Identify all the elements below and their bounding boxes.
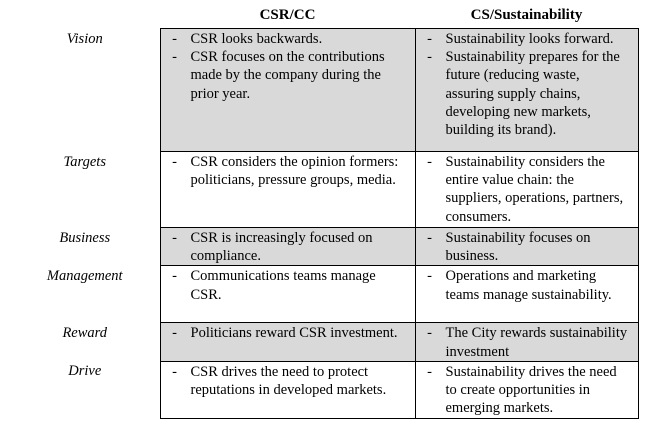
list-item [165, 324, 409, 342]
sustainability-cell [415, 29, 638, 152]
list-item [165, 267, 409, 303]
bullet-text: CSR is increasingly focused on compliance. [190, 230, 373, 265]
bullet-text: CSR looks backwards. [190, 31, 323, 47]
row-label: Vision [66, 30, 103, 47]
bullet-dash: - [427, 268, 432, 285]
header-blank-cell [10, 2, 160, 29]
bullet-text: The City rewards sustainability investment [445, 325, 628, 360]
bullet-text: Sustainability looks forward. [445, 31, 614, 47]
sustainability-cell [415, 361, 638, 418]
bullet-list [420, 363, 632, 418]
sustainability-cell [415, 323, 638, 361]
row-label: Business [59, 229, 111, 246]
table-row [10, 228, 638, 266]
header-csr-cc: CSR/CC [259, 6, 316, 23]
table-body [10, 29, 638, 419]
bullet-list [420, 324, 632, 360]
bullet-list [165, 30, 409, 103]
table-row [10, 361, 638, 418]
list-item [165, 363, 409, 399]
bullet-list [420, 30, 632, 139]
bullet-dash: - [172, 268, 177, 285]
bullet-dash: - [427, 363, 432, 380]
bullet-dash: - [172, 230, 177, 246]
list-item [165, 48, 409, 103]
bullet-dash: - [427, 31, 432, 47]
bullet-text: Communications teams manage CSR. [190, 268, 376, 303]
bullet-list [165, 267, 409, 303]
bullet-dash: - [172, 363, 177, 380]
bullet-dash: - [172, 154, 177, 170]
bullet-list [420, 267, 632, 303]
table-row [10, 266, 638, 323]
csr-cell [160, 361, 415, 418]
bullet-text: CSR drives the need to protect reputations in developed markets. [190, 363, 387, 399]
bullet-dash: - [427, 230, 432, 246]
csr-cell [160, 29, 415, 152]
list-item [420, 229, 632, 265]
bullet-text: Sustainability focuses on business. [445, 230, 591, 265]
bullet-dash: - [172, 325, 177, 342]
bullet-dash: - [172, 31, 177, 47]
list-item [420, 30, 632, 48]
bullet-text: Politicians reward CSR investment. [190, 325, 398, 342]
list-item [420, 324, 632, 360]
bullet-dash: - [427, 49, 432, 66]
bullet-list [420, 229, 632, 265]
header-cs-sustainability: CS/Sustainability [470, 6, 583, 23]
bullet-list [165, 363, 409, 399]
bullet-dash: - [427, 154, 432, 170]
bullet-text: CSR focuses on the contributions made by the company during the prior year. [190, 49, 385, 102]
bullet-text: Sustainability drives the need to create opportunities in emerging markets. [445, 363, 617, 417]
bullet-dash: - [427, 325, 432, 342]
sustainability-cell [415, 228, 638, 266]
bullet-list [165, 229, 409, 265]
bullet-dash: - [172, 49, 177, 66]
row-label: Targets [63, 153, 106, 170]
table-row [10, 152, 638, 228]
list-item [420, 363, 632, 418]
list-item [420, 48, 632, 139]
row-label: Management [46, 267, 123, 284]
bullet-list [420, 153, 632, 226]
comparison-table [10, 2, 639, 419]
list-item [420, 267, 632, 303]
bullet-text: Sustainability prepares for the future (reducing waste, assuring supply chains, developing new markets, building its brand). [445, 49, 620, 139]
bullet-text: Sustainability considers the entire value chain: the suppliers, operations, partners, consumers. [445, 154, 624, 225]
sustainability-cell [415, 152, 638, 228]
list-item [165, 229, 409, 265]
bullet-list [165, 324, 409, 342]
table-header-row [10, 2, 638, 29]
row-label: Drive [68, 363, 102, 380]
table-row [10, 323, 638, 361]
csr-cell [160, 228, 415, 266]
csr-cell [160, 152, 415, 228]
bullet-text: Operations and marketing teams manage sustainability. [445, 268, 612, 303]
csr-cell [160, 266, 415, 323]
list-item [420, 153, 632, 226]
bullet-text: CSR considers the opinion formers: politicians, pressure groups, media. [190, 154, 399, 189]
sustainability-cell [415, 266, 638, 323]
row-label: Reward [62, 324, 108, 341]
csr-cell [160, 323, 415, 361]
list-item [165, 30, 409, 48]
list-item [165, 153, 409, 189]
bullet-list [165, 153, 409, 189]
table-row [10, 29, 638, 152]
